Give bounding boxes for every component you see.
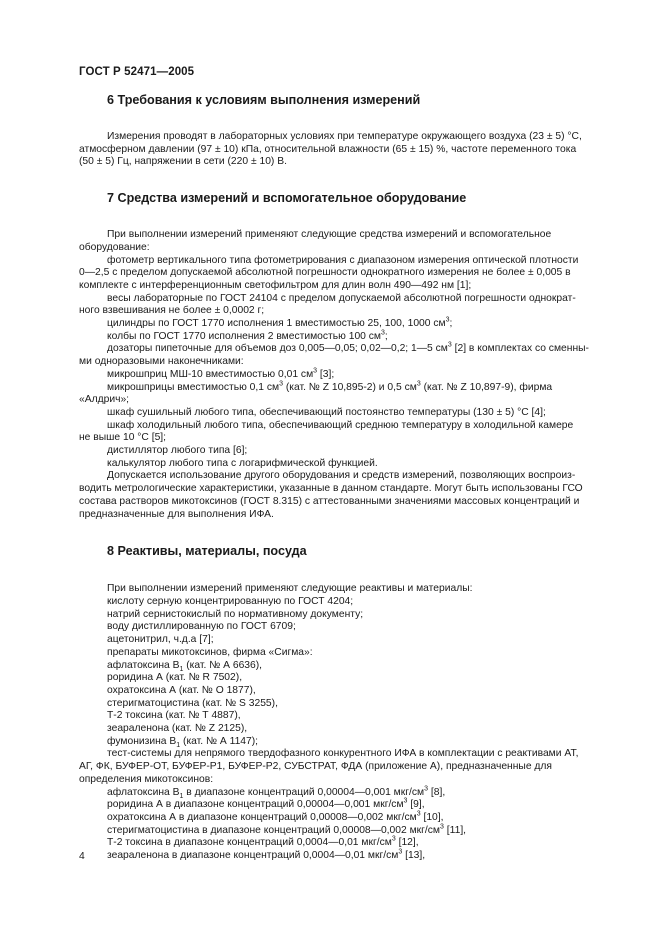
page-number: 4 [79, 851, 85, 862]
item-preparations: препараты микотоксинов, фирма «Сигма»: [107, 646, 313, 658]
range-aflatoxin: афлатоксина $B_1$ в диапазоне концентраций 0,00004—0,001 мкг/$см^3$ [8], [107, 785, 446, 800]
page-content [79, 92, 614, 863]
item-aflatoxin: афлатоксина $B_1$ (кат. № А 6636), [107, 659, 263, 673]
item-cylinders: цилиндры по ГОСТ 1770 исполнения 1 вместимостью 25, 100, 1000 $см^3$; [107, 316, 453, 330]
item-microsyringes: микрошприцы вместимостью 0,1 $см^3$ (кат. № Z 10,895-2) и 0,5 $см^3$ (кат. № Z 10,897-9), фирма «Алдрич»; [79, 380, 553, 406]
item-test-systems: тест-системы для непрямого твердофазного конкурентного ИФА в комплектации с реактивами АТ, АГ, ФК, БУФЕР-ОТ, БУФЕР-Р1, БУФЕР-Р2, СУБСТРАТ, ФДА (приложение А), предназначенные для определения микотоксинов: [79, 748, 579, 785]
section-8-heading: 8 Реактивы, материалы, посуда [107, 544, 307, 559]
section-6-heading: 6 Требования к условиям выполнения измерений [107, 93, 421, 107]
standard-header: ГОСТ Р 52471—2005 [79, 66, 195, 78]
item-sterigmatocystin: стеригматоцистина (кат. № S 3255), [107, 697, 278, 709]
item-water: воду дистиллированную по ГОСТ 6709; [107, 621, 296, 633]
item-t2-toxin: Т-2 токсина (кат. № Т 4887), [107, 710, 241, 722]
item-flasks: колбы по ГОСТ 1770 исполнения 2 вместимостью 100 $см^3$; [107, 329, 388, 342]
item-photometer: фотометр вертикального типа фотометрирования с диапазоном измерения оптической плотности 0—2,5 с пределом допускаемой абсолютной погрешности однократного измерения не более ± 0,005 в комплекте с интерференционным светофильтром для длин волн 490—492 нм [1]; [79, 254, 579, 291]
section-7-intro: При выполнении измерений применяют следующие средства измерений и вспомогательное оборудование: [79, 229, 552, 253]
item-fumonisin: фумонизина $B_1$ (кат. № А 1147); [107, 735, 259, 749]
item-dryer: шкаф сушильный любого типа, обеспечивающий постоянство температуры (130 ± 5) °С [4]; [107, 406, 546, 418]
item-roridin: роридина А (кат. № R 7502), [107, 672, 243, 684]
item-sodium: натрий сернистокислый по нормативному документу; [107, 608, 364, 620]
item-zearalenone: зеараленона (кат. № Z 2125), [107, 723, 248, 735]
allowed-note: Допускается использование другого оборудования и средств измерений, позволяющих воспроиз- водить метрологические характеристики, указанные в данном стандарте. Могут быть использованы ГСО состава растворов микотоксинов (ГОСТ 8.315) с аттестованными значениями массовых концентраций и предназначенные для выполнения ИФА. [79, 470, 583, 520]
item-calculator: калькулятор любого типа с логарифмической функцией. [107, 457, 378, 469]
range-ochratoxin: охратоксина А в диапазоне концентраций 0,00008—0,002 мкг/$см^3$ [10], [107, 810, 444, 823]
range-t2-toxin: Т-2 токсина в диапазоне концентраций 0,0004—0,01 мкг/$см^3$ [12], [107, 835, 419, 849]
section-6-text: Измерения проводят в лабораторных условиях при температуре окружающего воздуха (23 ± 5) °С, атмосферном давлении (97 ± 10) кПа, относительной влажности (65 ± 15) %, частоте переменного тока (50 ± 5) Гц, напряжении в сети (220 ± 10) В. [79, 131, 582, 168]
item-acetonitrile: ацетонитрил, ч.д.а [7]; [107, 634, 214, 646]
range-roridin: роридина А в диапазоне концентраций 0,00004—0,001 мкг/$см^3$ [9], [107, 797, 425, 811]
item-acid: кислоту серную концентрированную по ГОСТ 4204; [107, 595, 354, 607]
item-microsyringe: микрошприц МШ-10 вместимостью 0,01 $см^3$ [3]; [107, 367, 335, 380]
section-8-intro: При выполнении измерений применяют следующие реактивы и материалы: [107, 583, 473, 595]
item-ochratoxin: охратоксина А (кат. № О 1877), [107, 684, 256, 696]
item-scales: весы лабораторные по ГОСТ 24104 с пределом допускаемой абсолютной погрешности однократ- ного взвешивания не более ± 0,0002 г; [79, 292, 576, 317]
range-zearalenone: зеараленона в диапазоне концентраций 0,0004—0,01 мкг/$см^3$ [13], [107, 848, 426, 862]
item-fridge: шкаф холодильный любого типа, обеспечивающий среднюю температуру в холодильной камере не выше 10 °С [5]; [79, 419, 574, 444]
range-sterigmatocystin: стеригматоцистина в диапазоне концентраций 0,00008—0,002 мкг/$см^3$ [11], [107, 823, 467, 836]
item-dispensers: дозаторы пипеточные для объемов доз 0,005—0,05; 0,02—0,2; 1—5 $см^3$ [2] в комплектах со сменны- ми одноразовыми наконечниками: [79, 342, 589, 368]
section-7-heading: 7 Средства измерений и вспомогательное оборудование [107, 191, 467, 206]
item-distiller: дистиллятор любого типа [6]; [107, 445, 248, 457]
